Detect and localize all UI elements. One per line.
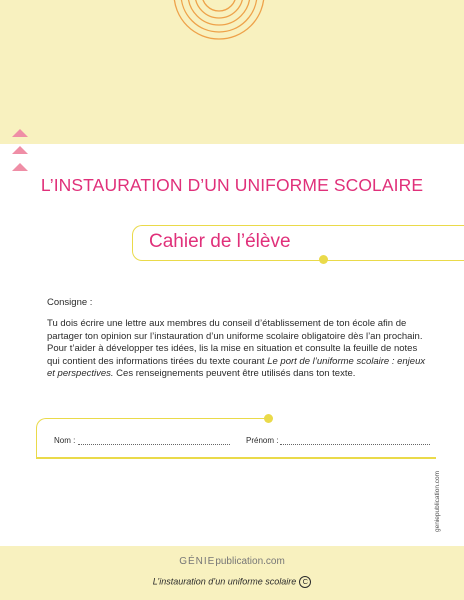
decorative-circles [0,0,464,144]
header-band [0,0,464,144]
prenom-label: Prénom : [246,436,279,445]
triangle-decoration-icon [10,127,30,177]
subtitle: Cahier de l’élève [149,231,291,252]
nom-field[interactable] [78,444,230,445]
form-frame-underline [36,457,436,459]
logo-main: GÉNIE [179,556,216,567]
student-form-frame [36,418,436,458]
frame-dot-icon [319,255,328,264]
copyright-icon: C [299,576,311,588]
consigne-text [47,318,427,381]
consigne-text-title: Le port de l’uniforme scolaire : enjeux et perspectives. [47,355,426,379]
prenom-field[interactable] [280,444,430,445]
consigne-text-part1: Tu dois écrire une lettre aux membres du conseil d’établissement de ton école afin de partager ton opinion sur l’instauration d’un uniforme scolaire obligatoire dès l’an prochain. Pour t’aider à développer tes idées, lis la mise en situation et consulte la feuille de notes qui contient des informations tirées du texte courant [47,318,423,367]
footer-title: L’instauration d’un uniforme scolaire [152,576,297,587]
frame-dot-icon [264,414,273,423]
nom-label: Nom : [54,436,76,445]
footer-text [0,576,464,588]
publisher-logo [0,556,464,567]
side-url: geniepublication.com [434,470,441,532]
footer-band [0,546,464,600]
logo-sub: publication.com [215,556,285,567]
document-title: L’INSTAURATION D’UN UNIFORME SCOLAIRE [40,175,424,195]
consigne-label: Consigne : [47,297,93,308]
subtitle-frame [132,225,464,267]
consigne-text-part2: Ces renseignements peuvent être utilisés dans ton texte. [113,368,356,379]
